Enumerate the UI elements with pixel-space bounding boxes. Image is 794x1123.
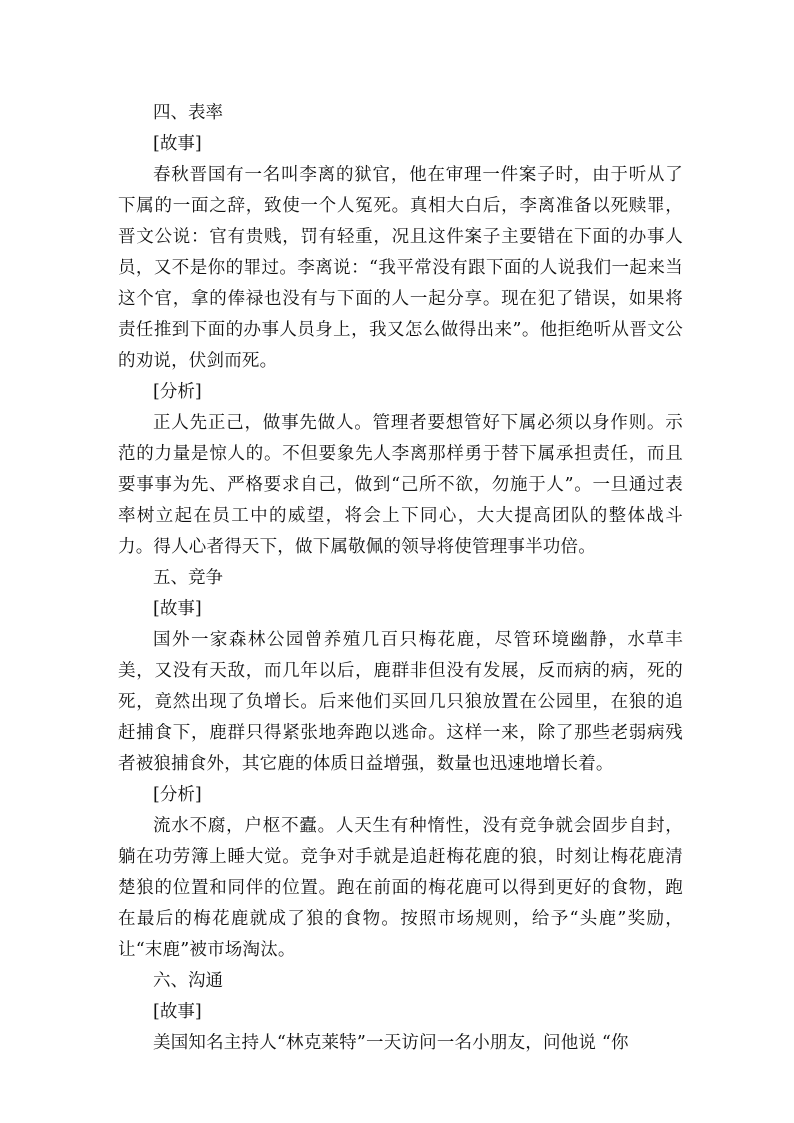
section-heading-4: 四、表率 — [153, 103, 223, 123]
story-label: [故事] — [153, 1002, 202, 1022]
section-heading-6: 六、沟通 — [153, 971, 223, 991]
story-label: [故事] — [153, 134, 202, 154]
analysis-label: [分析] — [153, 382, 202, 402]
story-paragraph: 国外一家森林公园曾养殖几百只梅花鹿，尽管环境幽静，水草丰美，又没有天敌，而几年以后，鹿群非但没有发展，反而病的病，死的死，竟然出现了负增长。后来他们买回几只狼放置在公园里，在狼的追赶捕食下，鹿群只得紧张地奔跑以逃命。这样一来，除了那些老弱病残者被狼捕食外，其它鹿的体质日益增强，数量也迅速地增长着。 — [118, 630, 683, 774]
document-body — [118, 98, 683, 1059]
section-heading-5: 五、竞争 — [153, 568, 223, 588]
analysis-paragraph: 正人先正己，做事先做人。管理者要想管好下属必须以身作则。示范的力量是惊人的。不但要象先人李离那样勇于替下属承担责任，而且要事事为先、严格要求自己，做到“己所不欲，勿施于人”。一旦通过表率树立起在员工中的威望，将会上下同心，大大提高团队的整体战斗力。得人心者得天下，做下属敬佩的领导将使管理事半功倍。 — [118, 413, 683, 557]
analysis-paragraph: 流水不腐，户枢不蠹。人天生有种惰性，没有竞争就会固步自封，躺在功劳簿上睡大觉。竞争对手就是追赶梅花鹿的狼，时刻让梅花鹿清楚狼的位置和同伴的位置。跑在前面的梅花鹿可以得到更好的食物，跑在最后的梅花鹿就成了狼的食物。按照市场规则，给予“头鹿”奖励，让“末鹿”被市场淘汰。 — [118, 816, 683, 960]
story-paragraph: 美国知名主持人“林克莱特”一天访问一名小朋友，问他说 “你 — [153, 1033, 629, 1053]
analysis-label: [分析] — [153, 785, 202, 805]
story-label: [故事] — [153, 599, 202, 619]
story-paragraph: 春秋晋国有一名叫李离的狱官，他在审理一件案子时，由于听从了下属的一面之辞，致使一个人冤死。真相大白后，李离准备以死赎罪，晋文公说：官有贵贱，罚有轻重，况且这件案子主要错在下面的办事人员，又不是你的罪过。李离说：“我平常没有跟下面的人说我们一起来当这个官，拿的俸禄也没有与下面的人一起分享。现在犯了错误，如果将责任推到下面的办事人员身上，我又怎么做得出来”。他拒绝听从晋文公的劝说，伏剑而死。 — [118, 165, 683, 371]
